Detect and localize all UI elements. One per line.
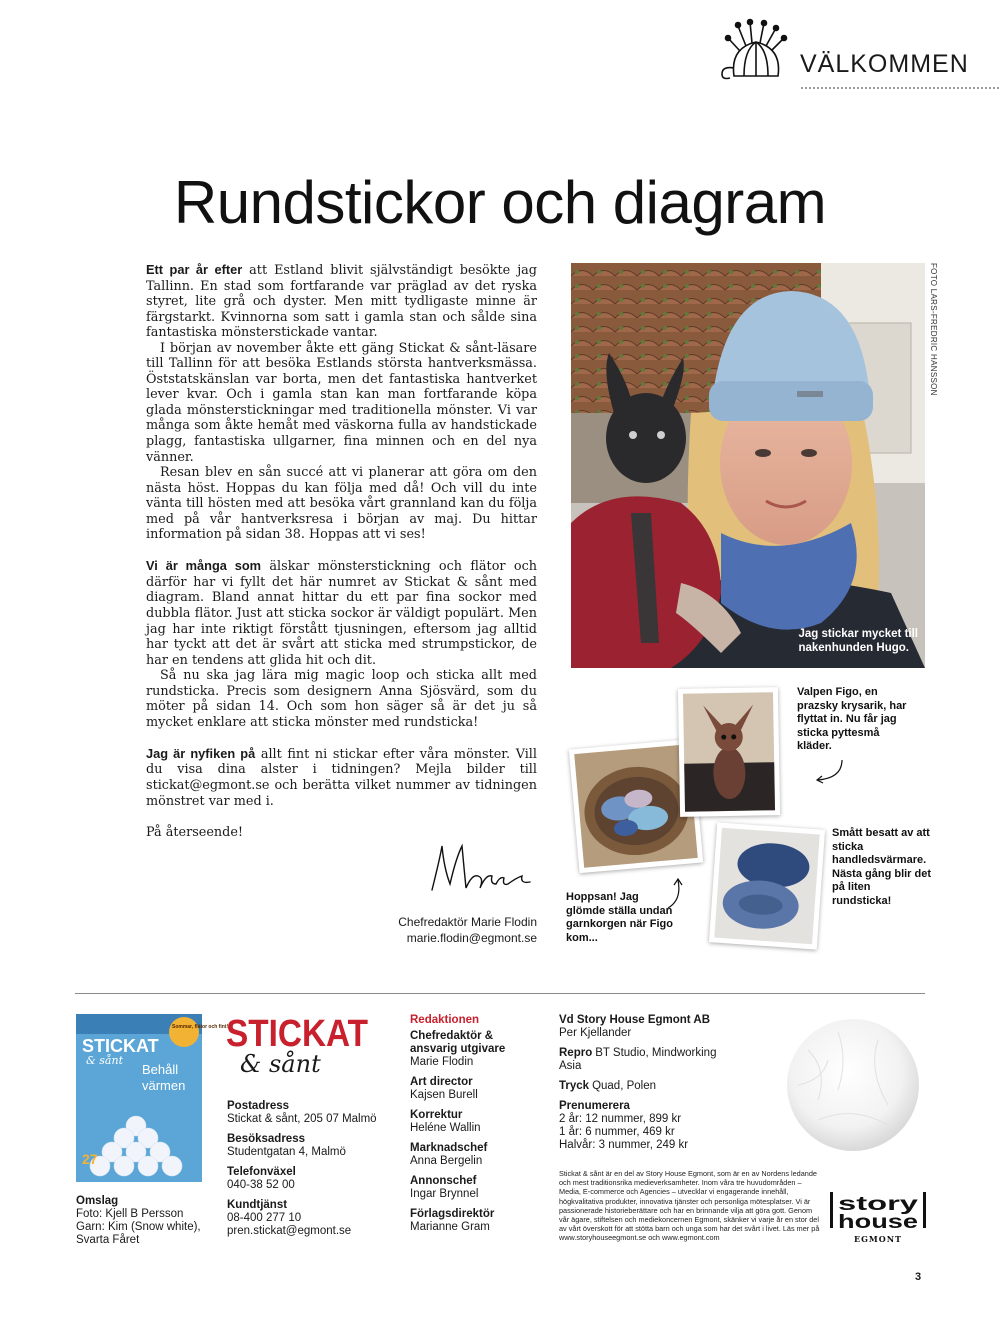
telefon-value: 040-38 52 00 xyxy=(227,1179,295,1191)
cover-brand-sub: & sånt xyxy=(86,1054,123,1067)
caption-line: Jag stickar mycket till xyxy=(798,628,918,640)
lead-in: Vi är många som xyxy=(146,558,262,574)
staff-name: Marianne Gram xyxy=(410,1221,490,1233)
postadress-label: Postadress xyxy=(227,1100,290,1112)
stickat-logo xyxy=(226,1014,376,1076)
cover-credits xyxy=(76,1195,216,1247)
magazine-cover xyxy=(76,1014,229,1182)
basket-caption: Hoppsan! Jag glömde ställa undan garnkorgen när Figo kom... xyxy=(566,891,673,944)
staff-role: Korrektur xyxy=(410,1109,463,1121)
editorial-staff xyxy=(410,1014,540,1241)
main-photo-caption xyxy=(798,627,918,655)
paragraph-text: att Estland blivit självständigt besökte jag Tallinn. En stad som fortfarande var präglad av det ryska styret, lite grå och dyster. Men mitt tydligaste minne är färgstarkt. Kvinnorna som satt i gamla stan och sålde sina fantastiska mönsterstickade vantar. xyxy=(146,263,537,341)
handwritten-signature xyxy=(426,838,538,900)
paragraph-3: Resan blev en sån succé att vi planerar att göra om den nästa höst. Hoppas du kan följa med då! Och vill du inte vänta till hösten med att besöka vårt grannland kan du följa med på vår hantverksresa i början av maj. Du hittar information på sidan 38. Hoppas att vi ses! xyxy=(146,465,537,543)
signer-email[interactable]: marie.flodin@egmont.se xyxy=(406,931,537,945)
kundtjanst-email[interactable]: pren.stickat@egmont.se xyxy=(227,1225,352,1237)
pompom-image xyxy=(778,1010,928,1160)
kundtjanst-label: Kundtjänst xyxy=(227,1199,288,1211)
redaktionen-heading: Redaktionen xyxy=(410,1014,480,1026)
paragraph-text: älskar mönsterstickning och flätor och därför har vi fyllt det här numret av Stickat & sånt med diagram. Bland annat hittar du ett par fina sockor med dubbla flätor. Just att sticka sockor är väldigt populärt. Men jag har inte riktigt förstått tjusningen, eftersom jag alltid har tyckt att det är svårt att sticka med strumpstickor, de har en tendens att glida hit och dit. xyxy=(146,559,537,668)
logo-word: house xyxy=(838,1212,918,1233)
pincushion-icon xyxy=(716,18,796,82)
logo-word: story xyxy=(838,1194,919,1215)
section-label: VÄLKOMMEN xyxy=(800,50,969,78)
lead-in: Jag är nyfiken på xyxy=(146,745,256,761)
staff-name: Marie Flodin xyxy=(410,1056,474,1068)
cover-credit-line: Svarta Fåret xyxy=(76,1234,140,1246)
logo-subtext: & sånt xyxy=(240,1050,321,1078)
staff-role: Art director xyxy=(410,1076,473,1088)
page-title: Rundstickor och diagram xyxy=(173,169,827,236)
repro-value: BT Studio, Mindworking Asia xyxy=(559,1047,717,1072)
pren-option: Halvår: 3 nummer, 249 kr xyxy=(559,1139,689,1151)
paragraph-1 xyxy=(146,262,537,341)
staff-role: Förlagsdirektör xyxy=(410,1208,495,1220)
masthead-divider xyxy=(75,993,925,994)
cover-headline: värmen xyxy=(142,1078,186,1093)
paragraph-6 xyxy=(146,746,537,809)
publisher-column xyxy=(559,1014,729,1159)
story-house-logo xyxy=(830,1190,926,1246)
publisher-about: Stickat & sånt är en del av Story House Egmont, som är en av Nordens ledande och mest traditionsrika medieverksamheter. Inom våra tre huvudområden – Media, E-commerce och Agencies – utvecklar vi engagerande innehåll, högkvalitativa produkter, innovativa tjänster och personliga mötesplatser. Vi är passionerade historieberättare och har en brinnande vilja att göra gott. Genom vår ägare, stiftelsen och mediekoncernen Egmont, skänker vi varje år en stor del av vårt överskott för att stötta barn och unga som har det svårt i livet. Läs mer på www.storyhouseegmont.se och www.egmont.com xyxy=(559,1169,820,1243)
contact-column xyxy=(227,1100,387,1245)
lead-in: Ett par år efter xyxy=(146,262,243,277)
besoksadress-label: Besöksadress xyxy=(227,1133,305,1145)
staff-name: Anna Bergelin xyxy=(410,1155,483,1167)
staff-role: Annonschef xyxy=(410,1175,477,1187)
cover-brand: STICKAT xyxy=(82,1036,159,1056)
tryck-label: Tryck xyxy=(559,1080,590,1092)
repro-label: Repro xyxy=(559,1047,593,1059)
puppy-caption: Valpen Figo, en prazsky krysarik, har flyttat in. Nu får jag sticka pyttesmå kläder. xyxy=(797,686,907,752)
cover-credit-line: Garn: Kim (Snow white), xyxy=(76,1221,201,1233)
curved-arrow-icon xyxy=(812,756,848,786)
wristwarmers-caption: Smått besatt av att sticka handledsvärmare. Nästa gång blir det på liten rundsticka! xyxy=(832,827,932,907)
vd-label: Vd Story House Egmont AB xyxy=(559,1014,710,1026)
besoksadress-value: Studentgatan 4, Malmö xyxy=(227,1146,346,1158)
photo-credit: FOTO LARS-FREDRIC HANSSON xyxy=(929,263,938,396)
article-body xyxy=(146,262,537,840)
cover-credit-line: Foto: Kjell B Persson xyxy=(76,1208,184,1220)
paragraph-4 xyxy=(146,558,537,668)
staff-name: Kajsen Burell xyxy=(410,1089,478,1101)
logo-word: EGMONT xyxy=(853,1234,903,1244)
staff-role: Chefredaktör & ansvarig utgivare xyxy=(410,1030,506,1055)
paragraph-5: Så nu ska jag lära mig magic loop och sticka allt med rundsticka. Precis som designern Anna Sjösvärd, som du möter på sidan 14. Och som hon säger så är det ju så mycket enklare att sticka mönster med rundsticka! xyxy=(146,668,537,730)
postadress-value: Stickat & sånt, 205 07 Malmö xyxy=(227,1113,377,1125)
header-divider xyxy=(800,86,1000,90)
pren-option: 2 år: 12 nummer, 899 kr xyxy=(559,1113,682,1125)
cover-headline: Behåll xyxy=(142,1062,179,1077)
vd-name: Per Kjellander xyxy=(559,1027,632,1039)
kundtjanst-phone: 08-400 277 10 xyxy=(227,1212,302,1224)
pren-option: 1 år: 6 nummer, 469 kr xyxy=(559,1126,675,1138)
telefon-label: Telefonväxel xyxy=(227,1166,296,1178)
svg-text:27: 27 xyxy=(82,1151,98,1167)
cover-credits-heading: Omslag xyxy=(76,1195,119,1207)
signature-block xyxy=(398,914,537,946)
paragraph-7: På återseende! xyxy=(146,824,244,840)
staff-role: Marknadschef xyxy=(410,1142,488,1154)
cover-badge: Sommar, flätor och fint! xyxy=(172,1024,229,1030)
caption-line: nakenhunden Hugo. xyxy=(798,642,909,654)
logo-text: STICKAT xyxy=(226,1013,368,1055)
paragraph-2: I början av november åkte ett gäng Stickat & sånt-läsare till Tallinn för att besöka Estlands största hantverksmässa. Öststatskänslan var borta, men det fantastiska hantverket lever kvar. Och i gamla stan kan man fortfarande köpa glada mönsterstickningar med traditionella mönster. Vi var många som åkte hemåt med väskorna fulla av handstickade plagg, fantastiska ullgarner, fina minnen och en del nya vänner. xyxy=(146,340,537,465)
paragraph-text: allt fint ni stickar efter våra mönster. Vill du visa dina alster i tidningen? Mejla bilder till stickat@egmont.se och berätta vilket nummer av tidningen mönstret var med i. xyxy=(146,746,537,809)
signer-title: Chefredaktör Marie Flodin xyxy=(398,915,537,929)
prenumerera-label: Prenumerera xyxy=(559,1100,630,1112)
page-number: 3 xyxy=(915,1271,922,1283)
editor-photo xyxy=(571,263,925,668)
puppy-photo xyxy=(678,687,780,817)
staff-name: Ingar Brynnel xyxy=(410,1188,479,1200)
curved-arrow-icon xyxy=(664,876,688,910)
wristwarmers-photo xyxy=(709,822,825,949)
staff-name: Heléne Wallin xyxy=(410,1122,481,1134)
tryck-value: Quad, Polen xyxy=(592,1080,656,1092)
